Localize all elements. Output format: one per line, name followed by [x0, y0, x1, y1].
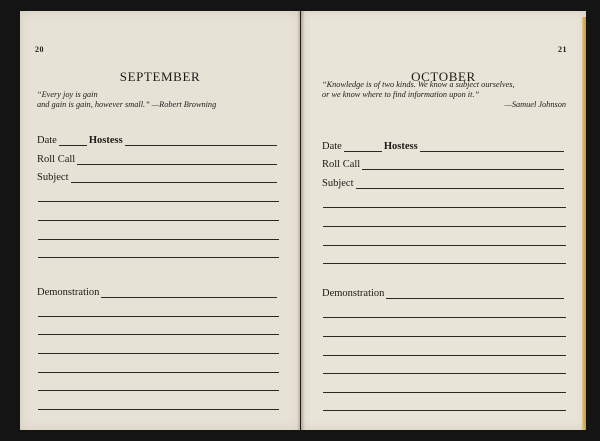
subject-label: Subject	[322, 178, 354, 189]
roll-call-blank[interactable]	[362, 160, 564, 170]
book-gutter	[297, 11, 305, 430]
date-blank[interactable]	[344, 142, 382, 152]
roll-call-row	[322, 159, 566, 171]
roll-call-label: Roll Call	[37, 154, 76, 165]
page-number-left: 20	[35, 45, 44, 54]
date-hostess-row	[37, 135, 279, 147]
roll-call-label: Roll Call	[322, 159, 361, 170]
writing-line[interactable]	[38, 201, 279, 202]
date-label: Date	[322, 141, 342, 152]
demonstration-row	[322, 288, 566, 300]
right-page	[301, 11, 586, 430]
writing-line[interactable]	[323, 226, 566, 227]
subject-row	[322, 178, 566, 190]
writing-line[interactable]	[323, 392, 566, 393]
page-number-right: 21	[558, 45, 567, 54]
date-label: Date	[37, 135, 57, 146]
demonstration-label: Demonstration	[322, 288, 385, 299]
demonstration-blank[interactable]	[386, 289, 564, 299]
writing-line[interactable]	[38, 239, 279, 240]
book-spread	[20, 11, 586, 430]
quote-right	[322, 80, 566, 110]
demonstration-row	[37, 287, 279, 299]
quote-line: or we know where to find information upon it.”	[322, 90, 480, 99]
writing-line[interactable]	[323, 207, 566, 208]
hostess-label: Hostess	[383, 141, 418, 152]
writing-line[interactable]	[38, 257, 279, 258]
hostess-label: Hostess	[88, 135, 123, 146]
month-heading-september: SEPTEMBER	[119, 69, 201, 84]
writing-line[interactable]	[323, 245, 566, 246]
date-hostess-row	[322, 141, 566, 153]
quote-left	[37, 90, 216, 110]
left-page	[20, 11, 300, 430]
demonstration-label: Demonstration	[37, 287, 100, 298]
writing-line[interactable]	[38, 353, 279, 354]
subject-blank[interactable]	[356, 179, 565, 189]
writing-line[interactable]	[323, 373, 566, 374]
writing-line[interactable]	[323, 336, 566, 337]
roll-call-row	[37, 154, 279, 166]
quote-line: “Every joy is gain	[37, 90, 98, 99]
writing-line[interactable]	[323, 317, 566, 318]
hostess-blank[interactable]	[420, 142, 564, 152]
writing-line[interactable]	[38, 390, 279, 391]
roll-call-blank[interactable]	[77, 155, 277, 165]
subject-row	[37, 172, 279, 184]
cover-edge	[582, 17, 586, 430]
quote-line: “Knowledge is of two kinds. We know a subject ourselves,	[322, 80, 515, 89]
writing-line[interactable]	[38, 316, 279, 317]
writing-line[interactable]	[323, 410, 566, 411]
writing-line[interactable]	[38, 334, 279, 335]
writing-line[interactable]	[38, 372, 279, 373]
hostess-blank[interactable]	[125, 136, 277, 146]
month-heading-october: OCTOBER	[411, 69, 476, 84]
demonstration-blank[interactable]	[101, 288, 277, 298]
writing-line[interactable]	[323, 355, 566, 356]
writing-line[interactable]	[323, 263, 566, 264]
date-blank[interactable]	[59, 136, 87, 146]
writing-line[interactable]	[38, 409, 279, 410]
subject-label: Subject	[37, 172, 69, 183]
quote-attribution: —Samuel Johnson	[504, 100, 566, 109]
subject-blank[interactable]	[71, 173, 278, 183]
writing-line[interactable]	[38, 220, 279, 221]
quote-line: and gain is gain, however small.” —Robert Browning	[37, 100, 217, 109]
